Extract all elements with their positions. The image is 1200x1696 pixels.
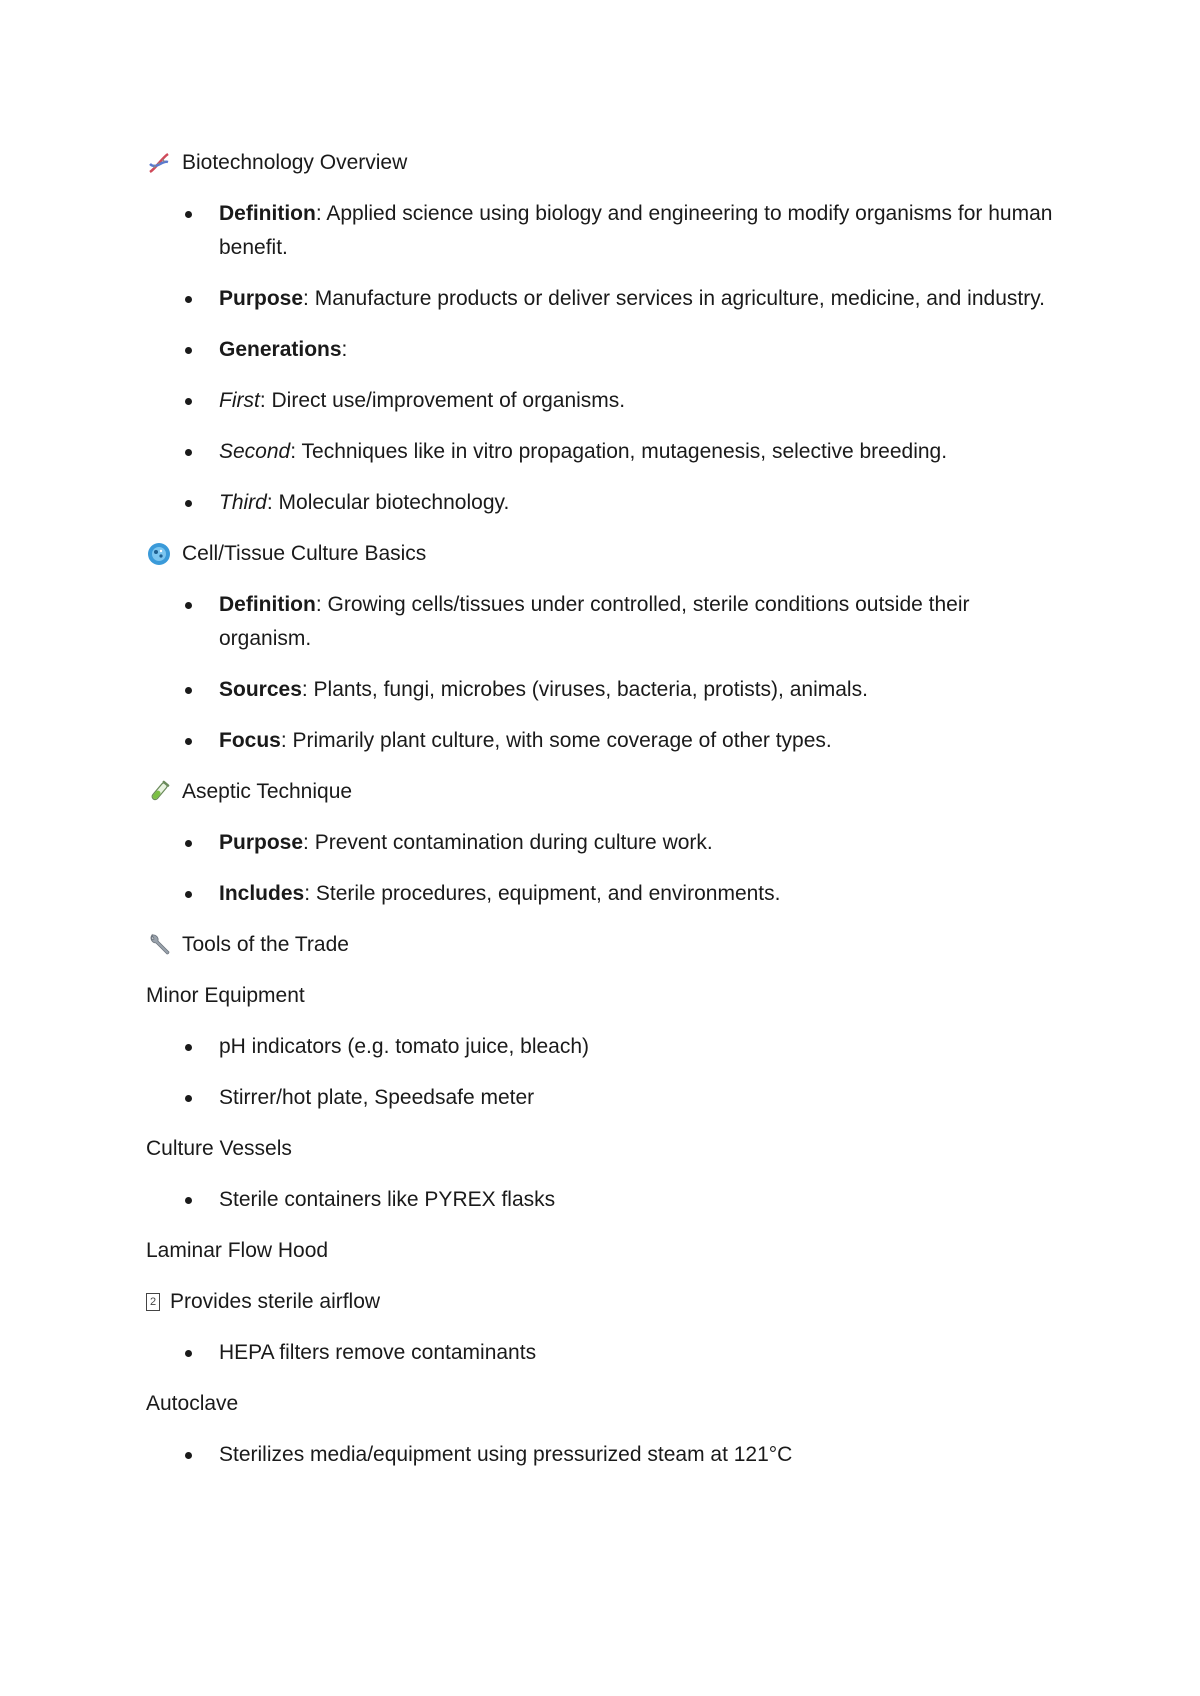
autoclave-list: [146, 1438, 1066, 1472]
item-label: Definition: [219, 593, 316, 616]
missing-glyph-icon: 2: [146, 1293, 160, 1311]
section-heading-culture: [146, 537, 1066, 571]
list-item: [146, 673, 1066, 707]
hood-list: [146, 1336, 1066, 1370]
biotech-list: [146, 197, 1066, 520]
wrench-icon: [146, 932, 172, 958]
hood-line: [146, 1285, 1066, 1319]
aseptic-list: [146, 826, 1066, 911]
item-text: : Manufacture products or deliver services in agriculture, medicine, and industry.: [303, 287, 1045, 310]
item-text: : Applied science using biology and engineering to modify organisms for human benefit.: [219, 202, 1053, 259]
section-heading-aseptic: [146, 775, 1066, 809]
item-text: : Sterile procedures, equipment, and environments.: [304, 882, 781, 905]
document-page: [146, 146, 1066, 1489]
section-title: Tools of the Trade: [182, 933, 349, 956]
item-text: : Techniques like in vitro propagation, mutagenesis, selective breeding.: [290, 440, 948, 463]
subheading-minor-equipment: Minor Equipment: [146, 984, 305, 1007]
item-label: Generations: [219, 338, 342, 361]
item-text: :: [341, 338, 348, 361]
list-item: Sterilizes media/equipment using pressurized steam at 121°C: [146, 1438, 1066, 1472]
item-text: : Growing cells/tissues under controlled, sterile conditions outside their organism.: [219, 593, 970, 650]
culture-list: [146, 588, 1066, 758]
list-item: [146, 282, 1066, 316]
section-heading-biotech: [146, 146, 1066, 180]
list-item: [146, 724, 1066, 758]
item-label: First: [219, 389, 260, 412]
item-label: Focus: [219, 729, 281, 752]
item-label: Second: [219, 440, 291, 463]
list-item: HEPA filters remove contaminants: [146, 1336, 1066, 1370]
hood-line-text: Provides sterile airflow: [170, 1290, 381, 1313]
item-text: : Plants, fungi, microbes (viruses, bacteria, protists), animals.: [301, 678, 868, 701]
list-item: Sterile containers like PYREX flasks: [146, 1183, 1066, 1217]
subheading-laminar-flow-hood: Laminar Flow Hood: [146, 1239, 329, 1262]
list-item: [146, 826, 1066, 860]
item-text: : Direct use/improvement of organisms.: [259, 389, 626, 412]
culture-vessels-list: [146, 1183, 1066, 1217]
minor-equipment-list: [146, 1030, 1066, 1115]
list-item: Stirrer/hot plate, Speedsafe meter: [146, 1081, 1066, 1115]
item-text: : Primarily plant culture, with some coverage of other types.: [280, 729, 832, 752]
subheading-autoclave: Autoclave: [146, 1392, 239, 1415]
list-item: [146, 333, 1066, 367]
list-item: [146, 588, 1066, 656]
section-title: Cell/Tissue Culture Basics: [182, 542, 427, 565]
list-item: [146, 435, 1066, 469]
section-title: Biotechnology Overview: [182, 151, 408, 174]
item-label: Third: [219, 491, 267, 514]
section-heading-tools: [146, 928, 1066, 962]
list-item: pH indicators (e.g. tomato juice, bleach): [146, 1030, 1066, 1064]
list-item: [146, 197, 1066, 265]
item-text: : Molecular biotechnology.: [266, 491, 510, 514]
list-item: [146, 877, 1066, 911]
item-label: Definition: [219, 202, 316, 225]
test-tube-icon: [146, 779, 172, 805]
microbe-icon: [146, 541, 172, 567]
dna-icon: [146, 150, 172, 176]
item-label: Includes: [219, 882, 305, 905]
list-item: [146, 486, 1066, 520]
item-label: Sources: [219, 678, 302, 701]
section-title: Aseptic Technique: [182, 780, 353, 803]
item-label: Purpose: [219, 831, 304, 854]
item-label: Purpose: [219, 287, 304, 310]
list-item: [146, 384, 1066, 418]
item-text: : Prevent contamination during culture work.: [303, 831, 713, 854]
subheading-culture-vessels: Culture Vessels: [146, 1137, 292, 1160]
